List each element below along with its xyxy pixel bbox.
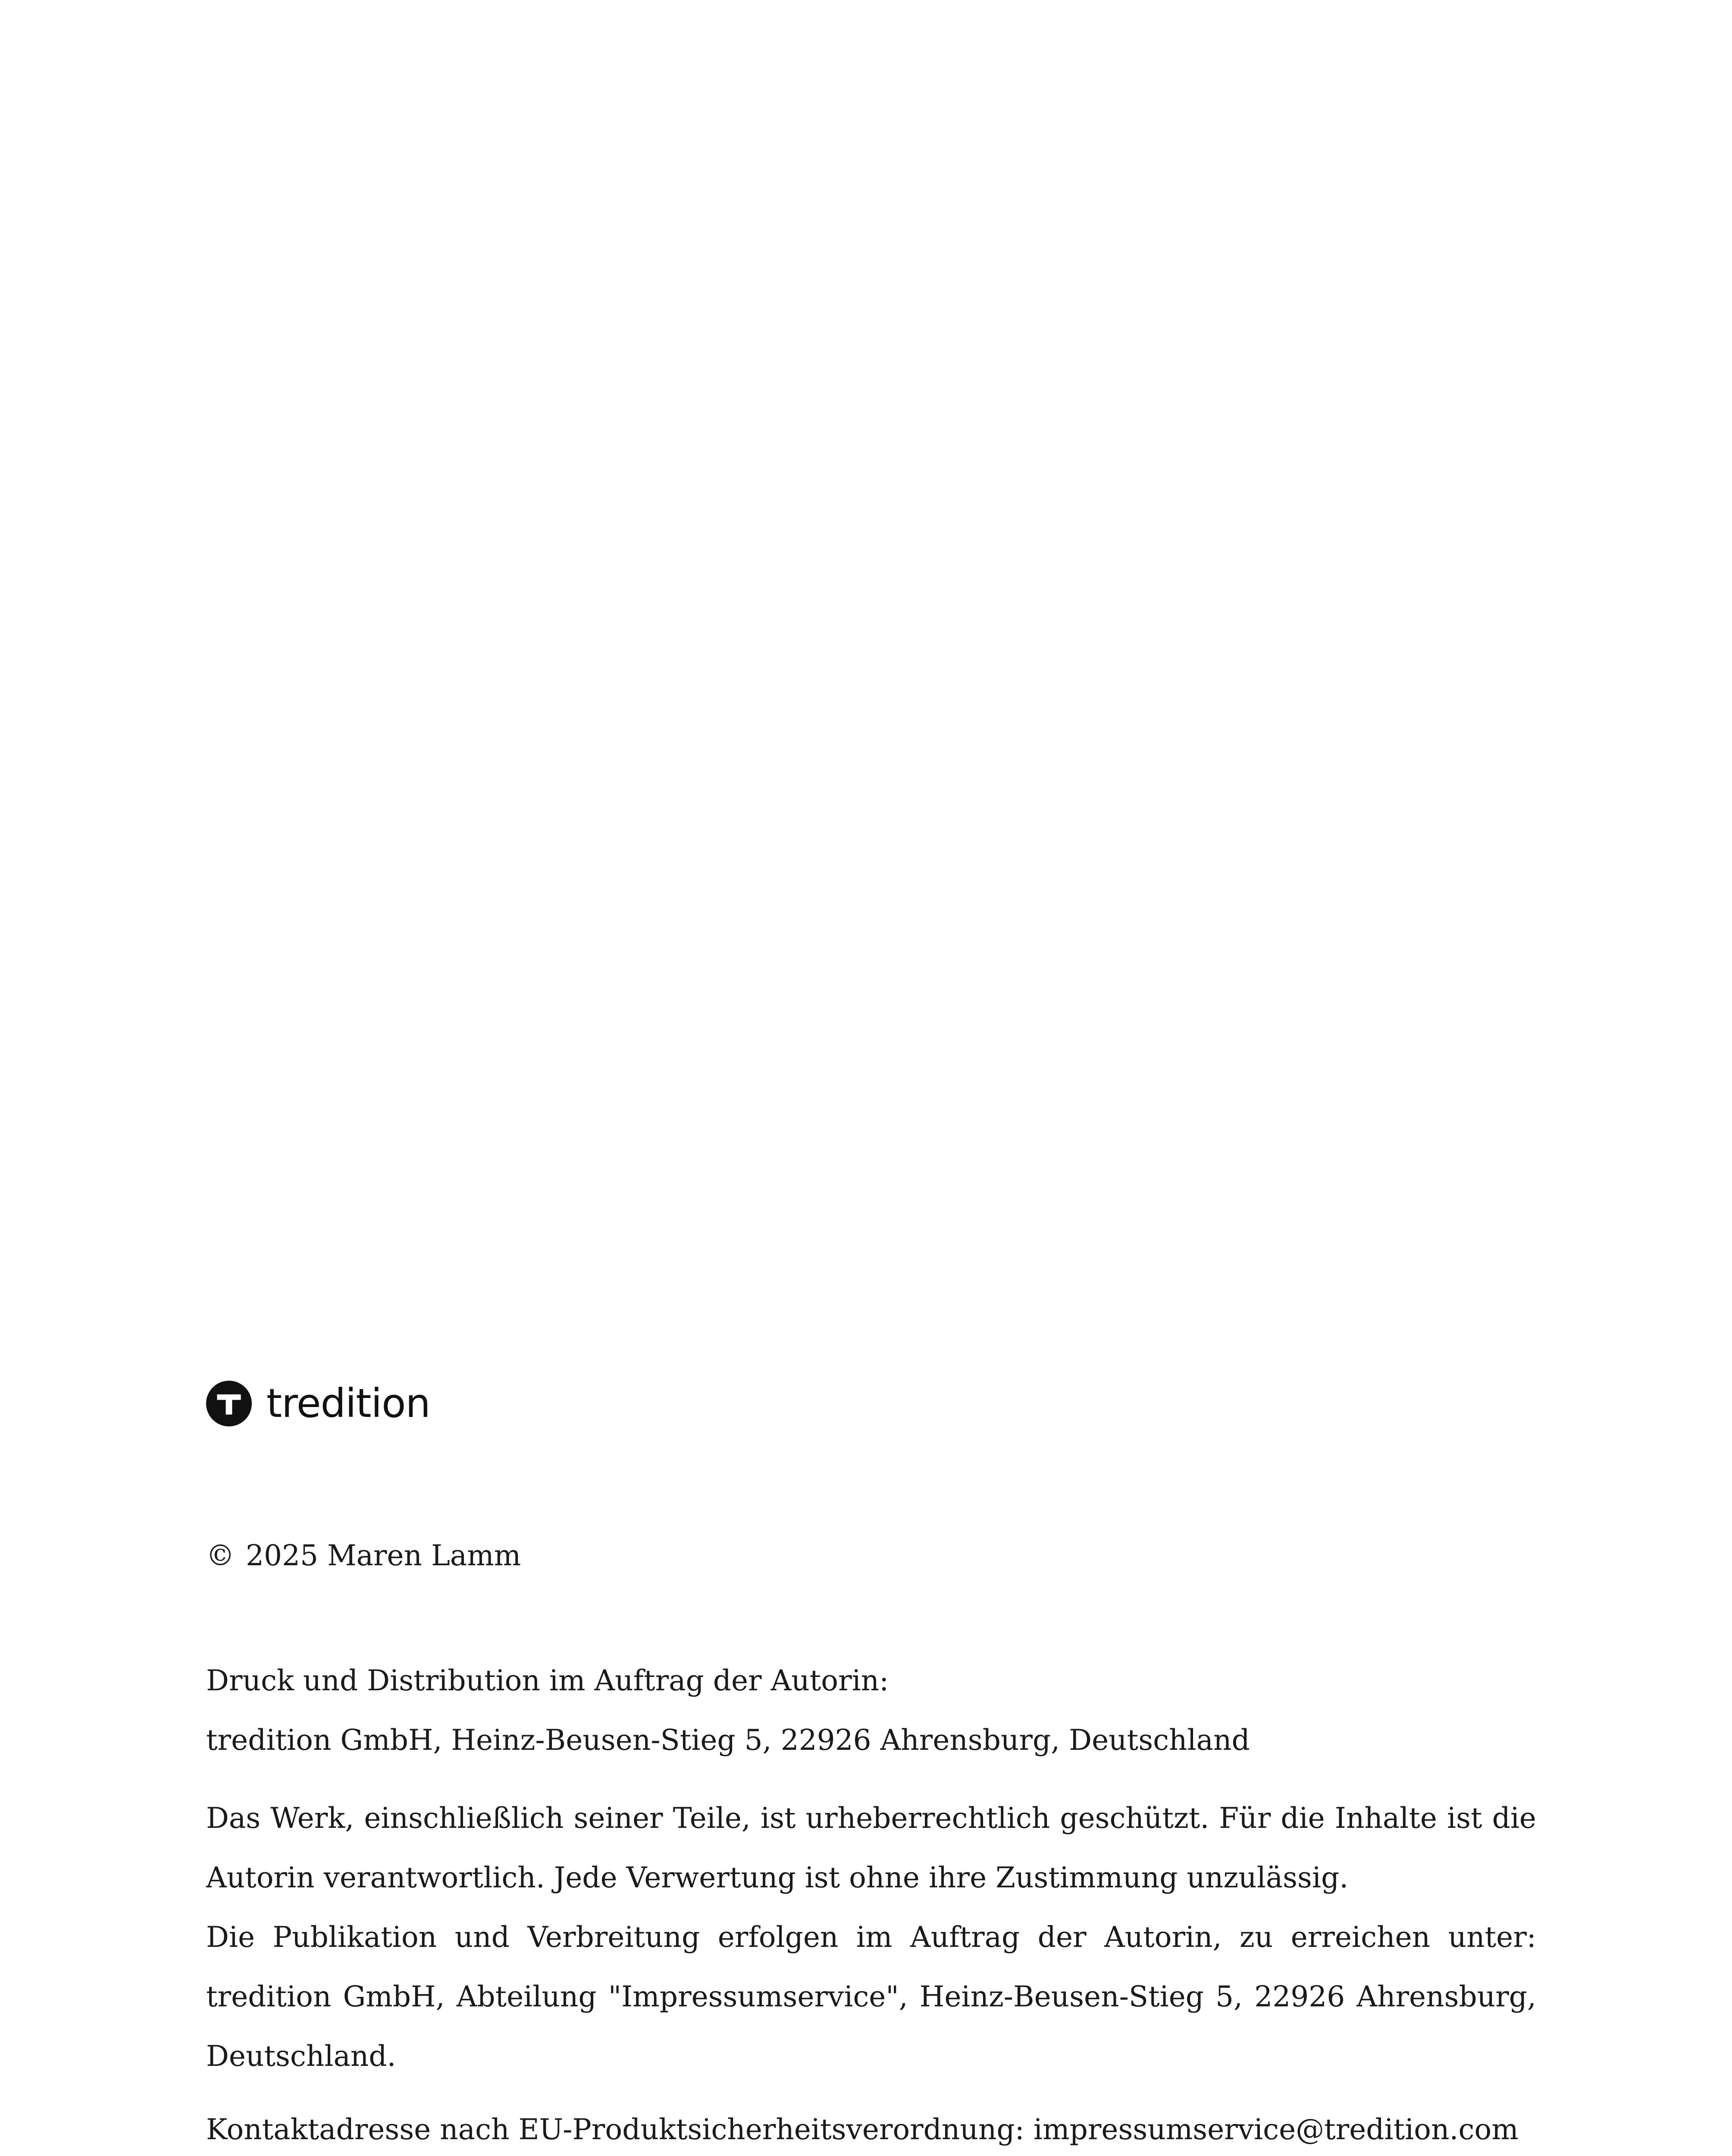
copyright-text: 2025 Maren Lamm [246, 1539, 521, 1572]
publisher-wordmark: tredition [266, 1380, 430, 1426]
rights-sentence-1: Das Werk, einschließlich seiner Teile, ist urheberrechtlich geschützt. Für die Inhalte ist die Autorin verantwortlich. Jede Verwertung ist ohne ihre Zustimmung unzulässig. [206, 1802, 1536, 1894]
printing-line-1: Druck und Distribution im Auftrag der Autorin: [206, 1664, 889, 1697]
copyright-line [206, 1539, 1536, 1572]
tredition-logo-icon [206, 1381, 252, 1426]
rights-sentence-2: Die Publikation und Verbreitung erfolgen im Auftrag der Autorin, zu erreichen unter: tredition GmbH, Abteilung "Impressumservice", Heinz-Beusen-Stieg 5, 22926 Ahrensburg, Deutschland. [206, 1921, 1536, 2073]
copyright-symbol: © [206, 1539, 235, 1572]
printing-line-2: tredition GmbH, Heinz-Beusen-Stieg 5, 22926 Ahrensburg, Deutschland [206, 1724, 1250, 1757]
printing-notice [206, 1651, 1536, 1770]
publisher-logo [206, 1380, 1536, 1427]
rights-notice [206, 1789, 1536, 2086]
contact-notice: Kontaktadresse nach EU-Produktsicherheitsverordnung: impressumservice@tredition.com [206, 2113, 1519, 2146]
imprint-block [206, 1380, 1536, 2156]
